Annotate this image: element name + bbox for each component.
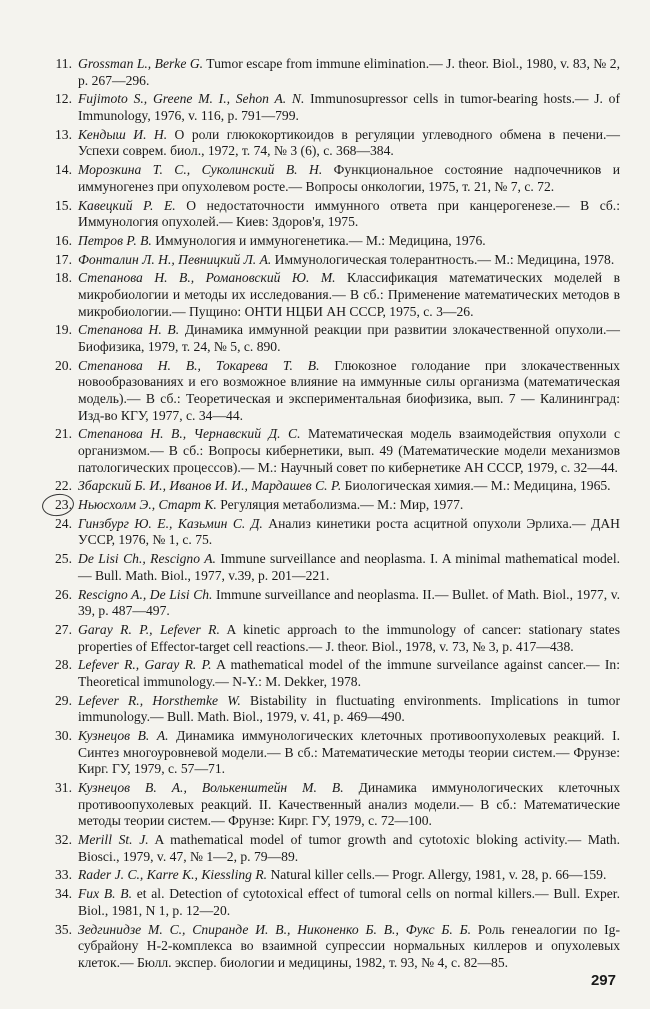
reference-text: Регуляция метаболизма.— М.: Мир, 1977. — [216, 497, 464, 513]
reference-entry — [48, 252, 620, 269]
reference-text: Tumor escape from immune elimination.— J. theor. Biol., 1980, v. 83, № 2, p. 267—296. — [78, 56, 620, 88]
reference-authors: Кендыш И. Н. — [78, 126, 168, 142]
reference-authors: Гинзбург Ю. Е., Казьмин С. Д. — [78, 515, 263, 531]
reference-entry — [48, 478, 620, 495]
reference-authors: Зедгинидзе М. С., Спиранде И. В., Никоненко Б. В., Фукс Б. Б. — [78, 921, 472, 937]
reference-number: 22. — [55, 478, 72, 494]
reference-text: Динамика иммунологических клеточных противоопухолевых реакций. II. Качественный анализ модели.— В сб.: Математические методы теории систем.— Фрунзе: Кирг. ГУ, 1979, с. 72—100. — [78, 780, 620, 829]
reference-number: 33. — [55, 867, 72, 883]
reference-entry — [48, 867, 620, 884]
reference-text: О роли глюкокортикоидов в регуляции углеводного обмена в печени.— Успехи соврем. биол., 1972, т. 74, № 3 (6), с. 368—384. — [78, 126, 620, 159]
reference-entry — [48, 728, 620, 778]
reference-entry — [48, 270, 620, 320]
reference-text: A mathematical model of tumor growth and cytotoxic bloking activity.— Math. Biosci., 1979, v. 47, № 1—2, p. 79—89. — [78, 832, 620, 864]
reference-number: 16. — [55, 232, 72, 248]
reference-entry — [48, 56, 620, 89]
reference-number: 15. — [55, 197, 72, 213]
reference-authors: Фонталин Л. Н., Певницкий Л. А. — [78, 251, 272, 267]
reference-text: et al. Detection of cytotoxical effect of tumoral cells on normal killers.— Bull. Exper. Biol., 1981, N 1, p. 12—20. — [78, 886, 620, 918]
reference-number: 17. — [55, 251, 72, 267]
reference-entry — [48, 322, 620, 355]
reference-entry — [48, 426, 620, 476]
reference-text: Immunosupressor cells in tumor-bearing hosts.— J. of Immunology, 1976, v. 116, p. 791—799. — [78, 91, 620, 123]
reference-authors: Кавецкий Р. Е. — [78, 197, 176, 213]
reference-entry — [48, 886, 620, 919]
reference-text: Роль генеалогии по Ig-субрайону Н-2-комплекса во взаимной супрессии нормальных киллеров и опухолевых клеток.— Бюлл. экспер. биологии и медицины, 1982, т. 93, № 4, с. 82—85. — [78, 921, 620, 970]
reference-text: Динамика иммунологических клеточных противоопухолевых реакций. I. Синтез многоуровневой модели.— В сб.: Математические методы теории систем.— Фрунзе: Кирг. ГУ, 1979, с. 57—71. — [78, 728, 620, 777]
reference-list — [48, 56, 620, 974]
reference-entry — [48, 693, 620, 726]
reference-authors: Grossman L., Berke G. — [78, 56, 204, 71]
reference-authors: Ньюсхолм Э., Старт К. — [78, 497, 217, 513]
reference-entry — [48, 551, 620, 584]
reference-text: Immune surveillance and neoplasma. II.— Bullet. of Math. Biol., 1977, v. 39, p. 487—497. — [78, 586, 621, 619]
reference-entry — [48, 516, 620, 549]
reference-text: Immune surveillance and neoplasma. I. A minimal mathematical model.— Bull. Math. Biol., 1977, v.39, p. 201—221. — [78, 551, 620, 583]
reference-authors: Збарский Б. И., Иванов И. И., Мардашев С. Р. — [78, 478, 342, 494]
reference-text: Анализ кинетики роста асцитной опухоли Эрлиха.— ДАН УССР, 1976, № 1, с. 75. — [78, 515, 620, 548]
reference-number: 23. — [55, 497, 72, 513]
reference-text: Глюкозное голодание при злокачественных новообразованиях и его возможное влияние на иммунные силы организма (математическая модель).— В сб.: Теоретическая и экспериментальная биофизика, вып. 7 — Калининград: Изд-во КГУ, 1977, с. 34—44. — [78, 357, 620, 423]
reference-authors: Степанова Н. В., Романовский Ю. М. — [78, 270, 336, 286]
reference-number: 21. — [55, 426, 72, 442]
reference-number: 13. — [55, 126, 72, 142]
reference-authors: Морозкина Т. С., Суколинский В. Н. — [78, 162, 323, 178]
reference-authors: Fujimoto S., Greene M. I., Sehon A. N. — [78, 91, 305, 107]
reference-authors: Garay R. P., Lefever R. — [78, 622, 220, 637]
reference-text: Natural killer cells.— Progr. Allergy, 1981, v. 28, p. 66—159. — [267, 867, 607, 883]
reference-entry — [48, 91, 620, 124]
reference-text: Bistability in fluctuating environments. Implications in tumor immunology.— Bull. Math. Biol., 1979, v. 41, p. 469—490. — [78, 692, 620, 725]
reference-text: Функциональное состояние надпочечников и иммуногенез при опухолевом росте.— Вопросы онкологии, 1975, т. 21, № 7, с. 72. — [78, 162, 620, 194]
reference-authors: Rader J. C., Karre K., Kiessling R. — [78, 867, 268, 883]
reference-authors: Кузнецов В. А. — [78, 728, 169, 744]
page-number: 297 — [590, 972, 616, 989]
reference-text: Биологическая химия.— М.: Медицина, 1965. — [341, 478, 611, 494]
reference-number: 32. — [55, 832, 72, 848]
reference-text: Динамика иммунной реакции при развитии злокачественной опухоли.— Биофизика, 1979, т. 24, № 5, с. 890. — [78, 322, 620, 354]
reference-number: 29. — [55, 692, 72, 708]
reference-authors: Степанова Н. В., Чернавский Д. С. — [78, 426, 301, 442]
reference-number: 18. — [55, 270, 72, 286]
reference-authors: Кузнецов В. А., Волькенштейн М. В. — [78, 780, 344, 796]
reference-number: 20. — [55, 357, 72, 373]
reference-text: A kinetic approach to the immunology of cancer: stationary states properties of Effector-target cell reactions.— J. theor. Biol., 1978, v. 73, № 3, p. 417—438. — [78, 622, 621, 654]
reference-text: О недостаточности иммунного ответа при канцерогенезе.— В сб.: Иммунология опухолей.— Киев: Здоров'я, 1975. — [78, 197, 620, 230]
reference-authors: Lefever R., Horsthemke W. — [78, 692, 241, 708]
reference-text: Классификация математических моделей в микробиологии и методы их исследования.— В сб.: Применение математических методов в микробиологии.— Пущино: ОНТИ НЦБИ АН СССР, 1975, с. 3—26. — [78, 270, 620, 319]
reference-entry — [48, 587, 620, 620]
reference-entry — [48, 922, 620, 972]
reference-number: 35. — [55, 921, 72, 937]
reference-number: 25. — [55, 551, 72, 567]
reference-number: 34. — [55, 886, 72, 902]
reference-authors: Степанова Н. В. — [78, 322, 180, 338]
reference-entry — [48, 622, 620, 655]
reference-authors: Степанова Н. В., Токарева Т. В. — [78, 357, 320, 373]
reference-number: 12. — [55, 91, 72, 107]
reference-number: 11. — [55, 56, 72, 71]
reference-entry — [48, 780, 620, 830]
reference-entry — [48, 198, 620, 231]
reference-number: 14. — [55, 162, 72, 178]
reference-number: 30. — [55, 728, 72, 744]
reference-entry — [48, 358, 620, 424]
reference-authors: Fux B. B. — [78, 886, 132, 902]
reference-authors: Rescigno A., De Lisi Ch. — [78, 586, 213, 602]
reference-entry — [48, 127, 620, 160]
reference-authors: De Lisi Ch., Rescigno A. — [78, 551, 216, 567]
reference-authors: Петров Р. В. — [78, 232, 152, 248]
reference-number: 31. — [55, 780, 72, 796]
reference-text: Иммунология и иммуногенетика.— М.: Медицина, 1976. — [151, 232, 486, 248]
reference-text: Иммунологическая толерантность.— М.: Медицина, 1978. — [271, 251, 615, 267]
reference-authors: Merill St. J. — [78, 832, 149, 848]
reference-entry — [48, 162, 620, 195]
handwritten-circle-mark — [41, 492, 76, 518]
reference-number: 24. — [55, 515, 72, 531]
reference-authors: Lefever R., Garay R. P. — [78, 657, 212, 673]
reference-number: 28. — [55, 657, 72, 673]
reference-text: Математическая модель взаимодействия опухоли с организмом.— В сб.: Вопросы кибернетики, вып. 49 (Математические модели механизмов патологических процессов).— М.: Научный совет по кибернетике АН СССР, 1979, с. 32—44. — [78, 426, 620, 475]
reference-entry — [48, 832, 620, 865]
reference-entry — [48, 657, 620, 690]
reference-number: 26. — [55, 586, 72, 602]
reference-entry — [48, 497, 620, 514]
reference-number: 19. — [55, 322, 72, 338]
reference-text: A mathematical model of the immune surveilance against cancer.— In: Theoretical immunology.— N-Y.: M. Dekker, 1978. — [78, 657, 620, 689]
reference-number: 27. — [55, 622, 72, 637]
reference-entry — [48, 233, 620, 250]
